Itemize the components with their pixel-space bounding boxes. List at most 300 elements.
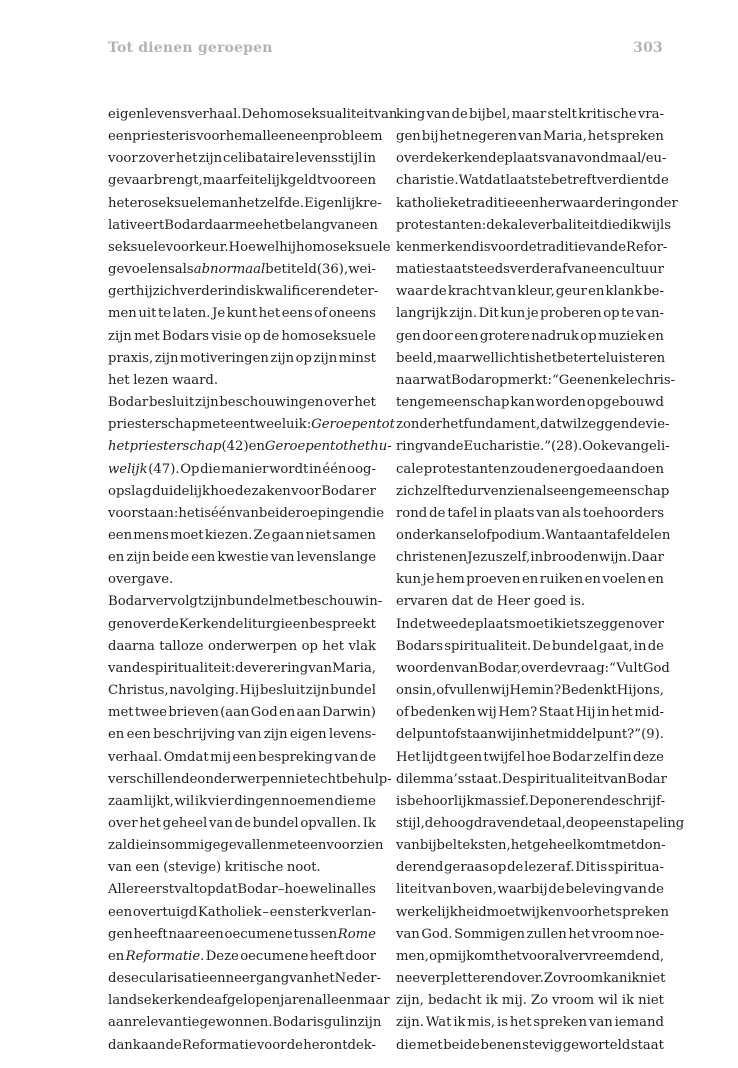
word: Hij [616,683,637,699]
word: Maria, [542,129,587,145]
word: Bodar [237,882,278,898]
word: dikwijls [619,217,672,233]
word: verering [251,660,309,676]
word: het [108,439,130,455]
word: liteit [396,882,428,898]
word: Bodar [108,395,149,411]
word: die [127,838,148,854]
word: bedacht [427,993,482,1009]
word: fundament, [463,417,541,433]
text-line [108,813,376,835]
word: niet [305,527,332,543]
word: Deze [205,948,239,964]
word: uit [138,306,157,322]
word: op [429,948,446,964]
word: Op [180,461,200,477]
word: in [332,882,345,898]
word: te [621,306,635,322]
word: hij [279,239,296,255]
text-line [108,215,376,237]
word: aan [296,705,321,721]
word: die [363,505,385,521]
word: ik [549,616,562,632]
text-line [396,990,664,1012]
word: homoseksuele [296,239,391,255]
word: wei- [348,262,376,278]
word: en [210,616,228,632]
word: Want [545,527,580,543]
word: kleur, [517,284,555,300]
word: wordt [269,461,309,477]
text-line [108,481,376,503]
word: en [108,550,125,566]
word: zullen [526,926,567,942]
word: Christus, [108,683,169,699]
word: re- [363,195,382,211]
word: kritische [224,860,284,876]
word: de [108,971,125,987]
word: visie [211,328,242,344]
word: feitelijk [237,173,288,189]
word: beschouwingen [219,395,324,411]
running-header [108,40,663,56]
word: liturgie [243,616,293,632]
text-line [396,303,664,325]
word: De [241,107,260,122]
text-line [108,370,376,392]
word: betreft [550,173,597,189]
word: men [108,306,137,322]
word: geur [555,284,587,300]
word: cale [396,461,424,477]
word: vier [207,793,234,809]
word: Omdat [163,749,209,765]
word: spiritualiteit [520,771,603,787]
text-line [396,459,664,481]
word: niet [638,993,664,1009]
word: de [165,1037,182,1053]
word: Allereerst [108,882,175,898]
word: in [344,1015,358,1031]
word: te [157,306,172,322]
word: De [501,771,521,787]
word: minst [338,350,376,366]
word: de [359,749,376,765]
word: de [507,860,524,876]
text-line [108,924,376,946]
text-line [108,1012,382,1034]
word: gaan [271,527,305,543]
text-line [396,281,664,303]
word: of [396,705,409,721]
text-line [396,1035,664,1057]
word: een [225,417,250,433]
word: het [263,217,285,233]
word: naar [396,372,427,388]
word: evangeli- [608,439,670,455]
text-line [108,547,376,569]
text-line [108,414,395,436]
word: lativeert [108,217,165,233]
word: zaken [251,483,291,499]
word: het [108,372,130,388]
word: van [544,151,569,167]
word: Bodar [272,1015,313,1031]
word: de [409,616,427,632]
word: verder [510,262,555,278]
word: zijn [305,683,330,699]
word: op [244,328,261,344]
word: ik [194,793,208,809]
word: door [345,948,376,964]
word: diskwalificerende [236,284,355,300]
word: zijn [198,151,223,167]
word: over [132,616,163,632]
word: kansel [434,527,479,543]
text-line [396,658,670,680]
word: jaren [280,993,315,1009]
word: (aan [220,705,250,721]
text-line [396,481,670,503]
word: het [568,926,590,942]
text-line [396,857,664,879]
word: gen [396,129,421,145]
word: er [361,483,376,499]
word: sterk [294,904,329,920]
word: op [580,328,597,344]
word: af. [557,860,575,876]
word: Maria, [332,660,377,676]
word: besluit [259,683,306,699]
word: de [647,882,664,898]
word: enkele [593,372,638,388]
word: van [427,882,452,898]
word: laten. [172,306,211,322]
word: geheel [162,816,208,831]
word: brieven [168,705,219,721]
text-line [396,126,664,148]
word: over [634,616,664,632]
word: heteroseksuele [108,195,210,211]
text-line [108,946,376,968]
word: homoseksualiteit [259,107,374,122]
word: het [509,1015,532,1031]
word: Ik [362,816,376,831]
word: naar [168,926,199,942]
word: zijn [357,1015,382,1031]
word: van [585,239,610,255]
text-line [396,170,669,192]
word: mij [445,948,467,964]
word: vie- [645,417,670,433]
word: en [521,572,539,588]
word: zijn. [396,1015,424,1031]
word: van [308,660,333,676]
word: geheel [532,838,577,854]
text-line [108,126,383,148]
word: opmerkt: [491,372,552,388]
word: zijn [270,350,295,366]
word: levensverhaal. [144,107,242,122]
word: Rome [337,926,376,942]
word: waarbij [497,882,548,898]
text-line [396,148,667,170]
word: de [424,816,442,831]
word: zijn [203,594,227,610]
word: rond [396,505,428,521]
word: plaats [504,151,545,167]
word: (42) [221,439,249,455]
word: De [532,638,551,654]
word: spiritua- [607,860,664,876]
text-line [108,170,376,192]
left-column [108,104,398,1057]
word: Neder- [334,971,382,987]
word: kan [510,395,535,411]
word: dank [108,1037,141,1053]
word: de [488,151,505,167]
word: wijn. [598,550,632,566]
word: “Vult [609,660,643,676]
word: eigen [108,107,145,122]
word: in [479,505,493,521]
word: van [108,860,132,876]
word: navolging. [169,683,239,699]
word: In [396,616,410,632]
word: Sommigen [454,926,526,942]
word: opslag [108,483,152,499]
word: onder [396,527,435,543]
word: kritische [578,107,637,122]
word: hoewel [284,882,333,898]
word: Jezus [467,550,503,566]
word: Bodars [162,328,210,344]
word: Hij [239,683,260,699]
word: over [521,660,551,676]
word: cultuur [615,262,664,278]
word: in [618,749,632,765]
word: noot. [286,860,321,876]
word: Eigenlijk [304,195,364,211]
word: zover [138,151,175,167]
text-line [108,104,398,126]
word: als [534,483,554,499]
word: vervreemdend, [563,948,665,964]
word: Eucharistie.” [463,439,551,455]
word: worden [535,395,586,411]
word: bijbel, [469,107,511,122]
text-line [396,902,669,924]
word: van [329,217,354,233]
word: werkelijkheid [396,904,487,920]
word: stijl, [396,816,425,831]
text-line [108,436,392,458]
word: onder [638,195,678,211]
word: gevallen [220,838,277,854]
word: is [185,129,197,145]
word: Wat [425,1015,452,1031]
word: als [562,505,581,521]
word: bedenken [410,705,476,721]
word: avondmaal/eu- [568,151,667,167]
word: gaat, [598,638,633,654]
word: op [301,638,318,654]
word: Wat [458,173,485,189]
word: mij [210,749,231,765]
word: het [354,395,376,411]
word: heeft [309,948,345,964]
word: is [497,1015,508,1031]
word: bundel [252,816,299,831]
word: geldt [287,173,323,189]
word: Hem [509,683,542,699]
word: vlak [348,638,376,654]
text-line [396,104,664,126]
word: hetzelfde. [238,195,305,211]
word: van [518,129,542,145]
word: is. [569,594,586,610]
word: grotere [479,328,530,344]
word: de [447,439,464,455]
word: “Geen [551,372,594,388]
word: staan: [137,505,179,521]
word: proberen [540,306,602,322]
word: traditie [465,195,516,211]
word: de [286,1037,303,1053]
word: wij [496,727,517,743]
word: dingen [234,793,281,809]
word: vra- [637,107,664,122]
text-line [108,591,383,613]
word: kun [500,306,526,322]
word: zijn [313,350,338,366]
text-line [396,702,664,724]
word: verdient [596,173,653,189]
word: mens [133,527,169,543]
text-line [396,569,664,591]
word: het [439,129,462,145]
text-line [396,414,670,436]
word: het [322,638,344,654]
word: praxis, [108,350,154,366]
word: God [250,705,278,721]
word: de [227,616,244,632]
word: langrijk [396,306,448,322]
text-line [108,857,376,879]
word: spiritualiteit. [444,638,532,654]
word: overtuigd [132,904,198,920]
word: af [554,262,567,278]
word: samen [332,527,376,543]
word: taal, [536,816,566,831]
word: ik [621,993,635,1009]
word: matie [396,262,434,278]
word: welijk [108,461,148,477]
word: voor [108,505,138,521]
word: dat [484,173,506,189]
word: van [270,550,295,566]
word: vroom [552,993,595,1009]
word: Darwin) [322,705,376,721]
word: ik [485,993,498,1009]
word: – [277,882,285,898]
word: Je [212,306,226,322]
word: mid- [634,705,664,721]
word: is [312,1015,324,1031]
text-line [396,680,664,702]
word: eens [281,306,313,322]
word: het [348,439,371,455]
word: van [454,660,479,676]
word: niet [639,971,666,987]
word: in [596,705,610,721]
word: hem [225,129,255,145]
word: komt [576,838,611,854]
word: onderwerpen [208,638,298,654]
text-line [108,724,376,746]
word: podium. [490,527,546,543]
text-line [108,791,376,813]
word: het [593,904,616,920]
word: bijbelteksten, [419,838,511,854]
word: hu- [370,439,392,455]
word: de [430,284,447,300]
text-line [396,591,664,613]
word: en [209,971,226,987]
word: klank [605,284,643,300]
word: Bodar, [478,660,522,676]
word: staat [630,1037,664,1053]
word: afgelopen [214,993,281,1009]
word: luisteren [605,350,666,366]
word: in [309,461,322,477]
word: zijn. [449,306,478,322]
word: die [334,793,355,809]
word: ponerende [547,793,619,809]
word: stevig [522,1037,563,1053]
word: voor [291,483,321,499]
word: of [314,306,327,322]
text-line [108,680,376,702]
word: levenslange [296,550,376,566]
word: het [499,948,522,964]
word: zeggen [581,417,630,433]
word: of [436,683,450,699]
word: moet [170,527,204,543]
word: ervaren [396,594,449,610]
word: gewonnen. [199,1015,273,1031]
word: iets [561,616,587,632]
word: van [492,284,517,300]
word: protestanten: [396,217,487,233]
word: waard. [172,372,219,388]
word: in, [419,683,437,699]
word: tafel [447,505,478,521]
word: woorden [396,660,455,676]
word: aan [606,461,631,477]
word: Hoewel [228,239,280,255]
word: betiteld [265,262,317,278]
word: de [550,660,567,676]
word: een [108,129,133,145]
word: van [209,816,233,831]
word: in [363,151,376,167]
word: vraag: [566,660,610,676]
word: van [396,838,420,854]
word: de [234,816,251,831]
word: gen [108,616,133,632]
word: geworteld [562,1037,631,1053]
